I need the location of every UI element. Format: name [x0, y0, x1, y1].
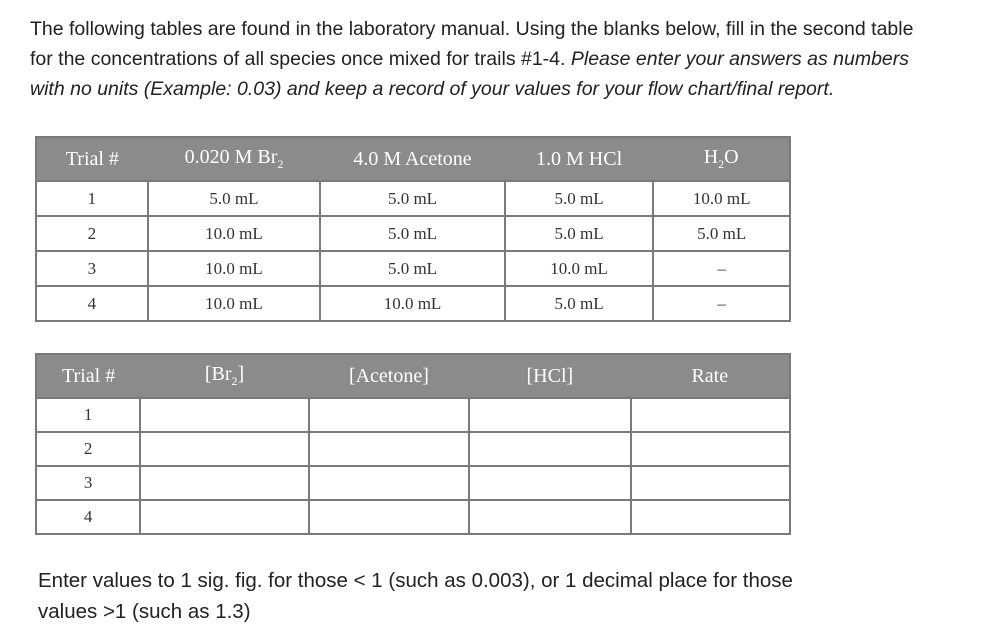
instructions-line-2 [30, 44, 991, 74]
concentrations-table [35, 353, 791, 535]
instructions-line-2-plain: for the concentrations of all species once mixed for trails #1-4. [30, 48, 571, 70]
hcl-volume: 5.0 mL [505, 181, 654, 216]
trial-number: 1 [36, 398, 140, 432]
hcl-volume: 5.0 mL [505, 286, 654, 321]
hcl-concentration-input[interactable] [469, 500, 630, 534]
conc-header-rate: Rate [631, 354, 790, 398]
br2-volume: 10.0 mL [148, 286, 321, 321]
trial-number: 4 [36, 286, 148, 321]
rate-input[interactable] [631, 466, 790, 500]
instructions [30, 14, 991, 104]
conc-header-hcl: [HCl] [469, 354, 630, 398]
table-row [36, 432, 790, 466]
volumes-header-br2 [148, 137, 321, 181]
br2-volume: 5.0 mL [148, 181, 321, 216]
table-row [36, 251, 790, 286]
acetone-volume: 5.0 mL [320, 216, 505, 251]
concentrations-header-row [36, 354, 790, 398]
rate-input[interactable] [631, 398, 790, 432]
volumes-header-trial: Trial # [36, 137, 148, 181]
sig-fig-line-1: Enter values to 1 sig. fig. for those < 1 (such as 0.003), or 1 decimal place for those [38, 569, 793, 592]
rate-input[interactable] [631, 500, 790, 534]
br2-concentration-input[interactable] [140, 432, 308, 466]
instructions-line-1: The following tables are found in the laboratory manual. Using the blanks below, fill in the second table [30, 18, 914, 40]
acetone-concentration-input[interactable] [309, 500, 469, 534]
conc-header-trial: Trial # [36, 354, 140, 398]
trial-number: 4 [36, 500, 140, 534]
br2-volume: 10.0 mL [148, 216, 321, 251]
sig-fig-line-2: values >1 (such as 1.3) [38, 600, 251, 623]
table-row [36, 500, 790, 534]
hcl-concentration-input[interactable] [469, 432, 630, 466]
volumes-header-acetone: 4.0 M Acetone [320, 137, 505, 181]
water-o-label: O [724, 146, 739, 168]
br2-concentration-input[interactable] [140, 466, 308, 500]
water-volume: – [653, 286, 790, 321]
volumes-header-row [36, 137, 790, 181]
instructions-line-3-italic: with no units (Example: 0.03) and keep a record of your values for your flow chart/final report. [30, 78, 835, 100]
br2-subscript: 2 [277, 157, 284, 171]
rate-input[interactable] [631, 432, 790, 466]
conc-br2-open: [Br [204, 363, 232, 385]
acetone-concentration-input[interactable] [309, 432, 469, 466]
acetone-volume: 5.0 mL [320, 251, 505, 286]
table-row [36, 216, 790, 251]
acetone-concentration-input[interactable] [309, 466, 469, 500]
trial-number: 3 [36, 251, 148, 286]
br2-label: 0.020 M Br [184, 146, 278, 168]
sig-fig-instructions [38, 565, 938, 627]
hcl-volume: 5.0 mL [505, 216, 654, 251]
conc-br2-subscript: 2 [231, 374, 238, 388]
acetone-concentration-input[interactable] [309, 398, 469, 432]
hcl-concentration-input[interactable] [469, 398, 630, 432]
br2-concentration-input[interactable] [140, 398, 308, 432]
water-h-label: H [703, 146, 719, 168]
hcl-volume: 10.0 mL [505, 251, 654, 286]
acetone-volume: 5.0 mL [320, 181, 505, 216]
volumes-header-hcl: 1.0 M HCl [505, 137, 654, 181]
trial-number: 2 [36, 432, 140, 466]
volumes-header-water [653, 137, 790, 181]
br2-volume: 10.0 mL [148, 251, 321, 286]
conc-header-br2 [140, 354, 308, 398]
water-volume: 10.0 mL [653, 181, 790, 216]
trial-number: 1 [36, 181, 148, 216]
acetone-volume: 10.0 mL [320, 286, 505, 321]
water-subscript: 2 [718, 157, 725, 171]
table-row [36, 466, 790, 500]
trial-number: 3 [36, 466, 140, 500]
volumes-table [35, 136, 791, 322]
conc-header-acetone: [Acetone] [309, 354, 469, 398]
instructions-line-2-italic: Please enter your answers as numbers [570, 48, 910, 70]
conc-br2-close: ] [237, 363, 245, 385]
instructions-line-3 [30, 74, 991, 104]
table-row [36, 181, 790, 216]
br2-concentration-input[interactable] [140, 500, 308, 534]
table-row [36, 398, 790, 432]
trial-number: 2 [36, 216, 148, 251]
water-volume: – [653, 251, 790, 286]
hcl-concentration-input[interactable] [469, 466, 630, 500]
table-row [36, 286, 790, 321]
water-volume: 5.0 mL [653, 216, 790, 251]
